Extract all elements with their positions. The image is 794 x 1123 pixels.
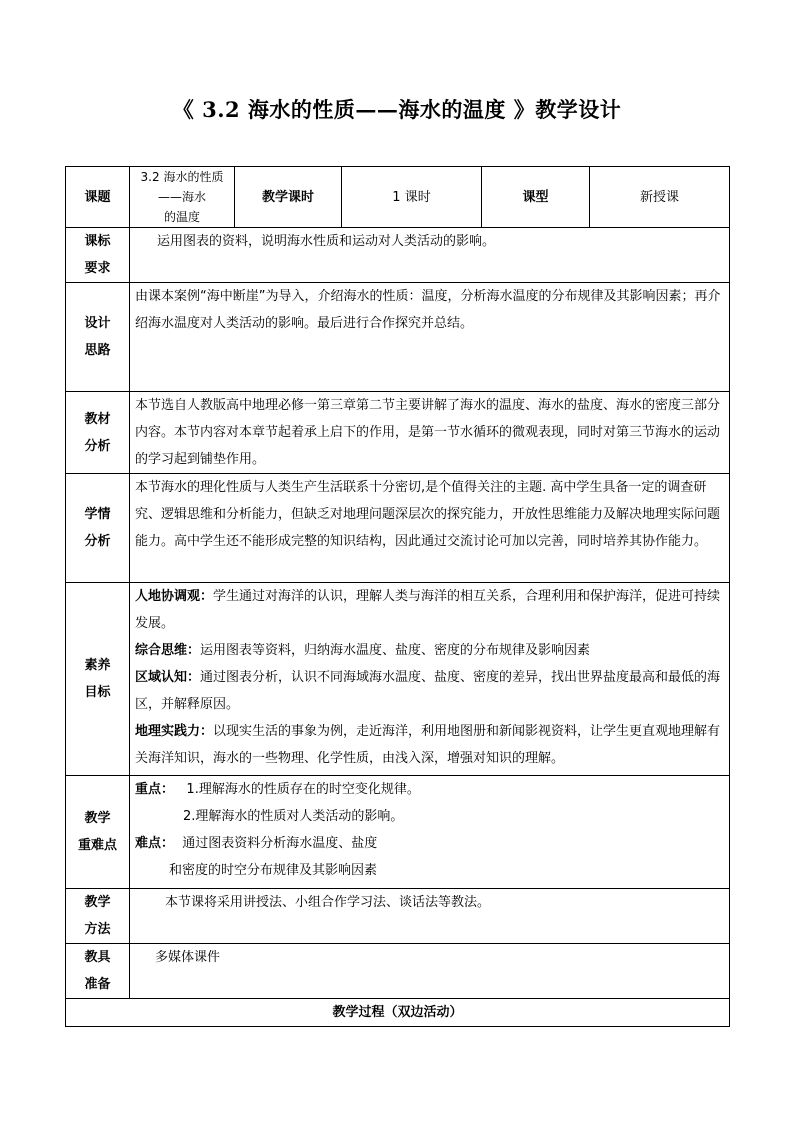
- literacy-label: [66, 583, 130, 776]
- difficulty-2: 和密度的时空分布规律及其影响因素: [169, 863, 378, 878]
- method-text-body: 本节课将采用讲授法、小组合作学习法、谈话法等教法。: [165, 895, 491, 910]
- key-head: 重点：: [135, 782, 175, 797]
- topic-label: 课题: [66, 167, 130, 228]
- material-row: [66, 392, 730, 474]
- students-text: 本节海水的理化性质与人类生产生活联系十分密切,是个值得关注的主题. 高中学生具备一定的调查研究、逻辑思维和分析能力，但缺乏对地理问题深层次的探究能力，开放性思维能力及解决地理实际问题能力。高中学生还不能形成完整的知识结构，因此通过交流讨论可加以完善，同时培养其协作能力。: [130, 474, 730, 583]
- difficulty-1-text: 通过图表资料分析海水温度、盐度: [182, 836, 378, 851]
- type-value: 新授课: [590, 167, 730, 228]
- literacy-item: [135, 664, 724, 718]
- type-label: 课型: [482, 167, 590, 228]
- students-label-line-2: 分析: [84, 534, 111, 549]
- literacy-item-body: 通过图表分析，认识不同海域海水温度、盐度、密度的差异，找出世界盐度最高和最低的海区，并解释原因。: [135, 670, 721, 712]
- document-title: 《 3.2 海水的性质——海水的温度 》教学设计: [172, 97, 622, 122]
- difficulty-head: 难点：: [135, 836, 175, 851]
- key-row: [66, 776, 730, 889]
- method-label: [66, 889, 130, 944]
- lesson-plan-table: [65, 166, 730, 1027]
- design-label: [66, 283, 130, 392]
- literacy-item-body: 以现实生活的事象为例，走近海洋，利用地图册和新闻影视资料，让学生更直观地理解有关海洋知识，海水的一些物理、化学性质，由浅入深，增强对知识的理解。: [135, 724, 721, 766]
- hours-label: 教学课时: [235, 167, 342, 228]
- literacy-item: [135, 637, 724, 664]
- key-text: [130, 776, 730, 889]
- tools-row: [66, 944, 730, 999]
- students-label: [66, 474, 130, 583]
- literacy-text: [130, 583, 730, 776]
- literacy-item-head: 地理实践力：: [135, 724, 214, 739]
- header-row: [66, 167, 730, 228]
- standard-text-body: 运用图表的资料，说明海水性质和运动对人类活动的影响。: [157, 234, 496, 249]
- process-row: [66, 999, 730, 1027]
- literacy-label-line-2: 目标: [84, 685, 111, 700]
- standard-label-line-2: 要求: [84, 261, 111, 276]
- literacy-label-line-1: 素养: [84, 658, 111, 673]
- tools-text-body: 多媒体课件: [155, 950, 221, 965]
- literacy-item-head: 人地协调观：: [135, 589, 214, 604]
- literacy-item-head: 综合思维：: [135, 643, 201, 658]
- material-label-line-2: 分析: [84, 438, 111, 454]
- design-label-line-2: 思路: [84, 343, 111, 358]
- literacy-row: [66, 583, 730, 776]
- design-text: 由课本案例“海中断崖”为导入，介绍海水的性质：温度，分析海水温度的分布规律及其影响因素；再介绍海水温度对人类活动的影响。最后进行合作探究并总结。: [130, 283, 730, 392]
- topic-value-line-1: 3.2 海水的性质——海水: [140, 170, 224, 204]
- tools-label: [66, 944, 130, 999]
- tools-label-line-1: 教具: [84, 950, 111, 965]
- students-label-line-1: 学情: [84, 507, 111, 522]
- tools-label-line-2: 准备: [84, 977, 111, 992]
- literacy-item-head: 区域认知：: [135, 670, 201, 685]
- key-label: [66, 776, 130, 889]
- literacy-item: [135, 583, 724, 637]
- standard-text: [130, 228, 730, 283]
- standard-label: [66, 228, 130, 283]
- method-text: [130, 889, 730, 944]
- literacy-item-body: 运用图表等资料，归纳海水温度、盐度、密度的分布规律及影响因素: [200, 643, 591, 658]
- students-row: [66, 474, 730, 583]
- design-row: [66, 283, 730, 392]
- key-point-2: 2.理解海水的性质对人类活动的影响。: [183, 809, 404, 824]
- key-label-line-2: 重难点: [77, 838, 117, 853]
- topic-value-line-2: 的温度: [163, 210, 200, 224]
- key-point-1-text: 1.理解海水的性质存在的时空变化规律。: [186, 782, 420, 797]
- key-label-line-1: 教学: [84, 811, 111, 826]
- topic-value: [130, 167, 235, 228]
- literacy-item: [135, 718, 724, 772]
- hours-value: 1 课时: [342, 167, 482, 228]
- method-label-line-1: 教学: [84, 895, 111, 910]
- material-label-line-1: 教材: [84, 411, 111, 427]
- design-label-line-1: 设计: [84, 316, 111, 331]
- method-label-line-2: 方法: [84, 922, 111, 937]
- process-heading: 教学过程（双边活动）: [66, 999, 730, 1027]
- literacy-item-body: 学生通过对海洋的认识，理解人类与海洋的相互关系，合理利用和保护海洋，促进可持续发展。: [135, 589, 721, 631]
- tools-text: [130, 944, 730, 999]
- method-row: [66, 889, 730, 944]
- standard-row: [66, 228, 730, 283]
- key-point-1: [135, 776, 724, 803]
- standard-label-line-1: 课标: [84, 234, 111, 249]
- material-text: 本节选自人教版高中地理必修一第三章第二节主要讲解了海水的温度、海水的盐度、海水的密度三部分内容。本节内容对本章节起着承上启下的作用，是第一节水循环的微观表现，同时对第三节海水的运动的学习起到铺垫作用。: [130, 392, 730, 474]
- material-label: [66, 392, 130, 474]
- difficulty-1: [135, 830, 724, 857]
